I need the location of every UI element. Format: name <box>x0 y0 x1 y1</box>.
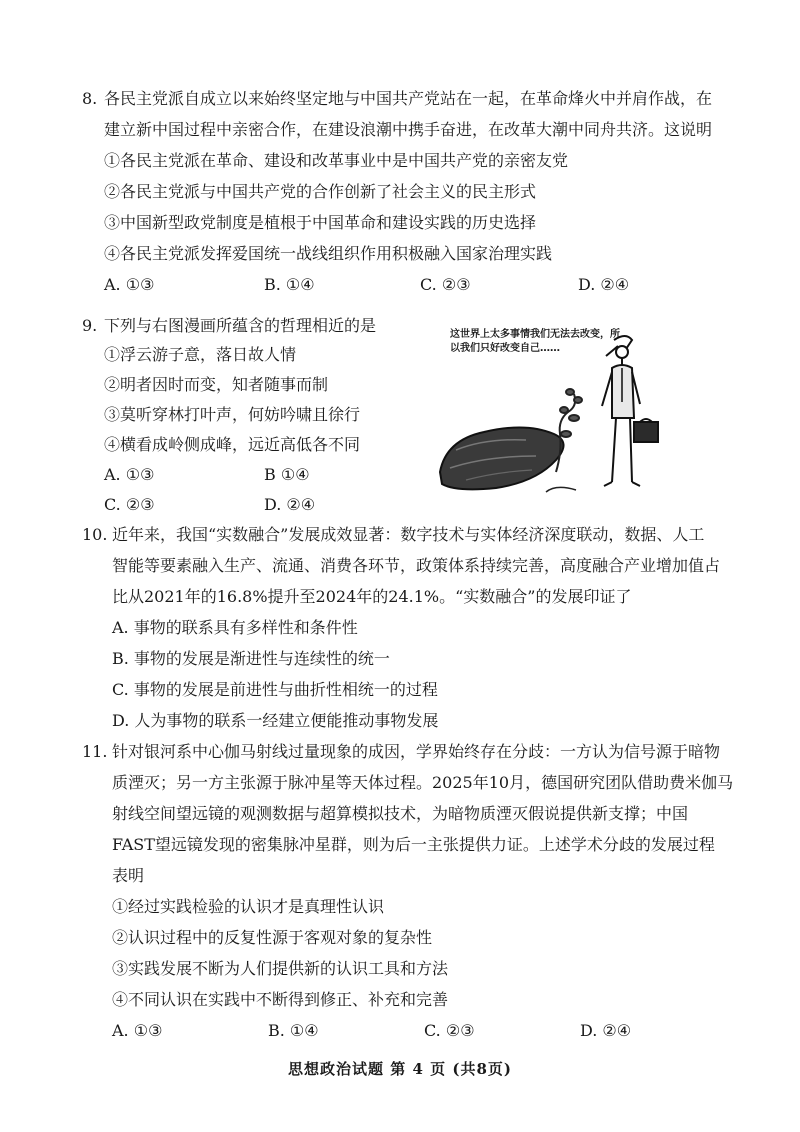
page-footer: 思想政治试题 第 4 页 (共8页) <box>288 1060 512 1078</box>
option-c[interactable]: C. ②③ <box>420 275 471 294</box>
cartoon-drawing <box>436 322 666 498</box>
option-c[interactable]: C. ②③ <box>424 1021 475 1040</box>
cartoon-illustration <box>436 322 666 498</box>
option-d[interactable]: D. ②④ <box>580 1021 632 1040</box>
statement-item: ③中国新型政党制度是植根于中国革命和建设实践的历史选择 <box>104 213 537 232</box>
question-number: 11. <box>82 742 108 761</box>
question-stem: 比从2021年的16.8%提升至2024年的24.1%。“实数融合”的发展印证了 <box>112 587 632 606</box>
question-stem: 建立新中国过程中亲密合作，在建设浪潮中携手奋进，在改革大潮中同舟共济。这说明 <box>104 120 713 139</box>
option-d[interactable]: D. 人为事物的联系一经建立便能推动事物发展 <box>112 711 439 730</box>
option-c[interactable]: C. ②③ <box>104 495 155 514</box>
question-stem: 下列与右图漫画所蕴含的哲理相近的是 <box>104 316 377 335</box>
statement-item: ④不同认识在实践中不断得到修正、补充和完善 <box>112 990 449 1009</box>
option-d[interactable]: D. ②④ <box>264 495 316 514</box>
statement-item: ①经过实践检验的认识才是真理性认识 <box>112 897 385 916</box>
statement-item: ④横看成岭侧成峰，远近高低各不同 <box>104 435 361 454</box>
question-stem: 近年来，我国“实数融合”发展成效显著：数字技术与实体经济深度联动，数据、人工 <box>112 525 705 544</box>
statement-item: ①各民主党派在革命、建设和改革事业中是中国共产党的亲密友党 <box>104 151 569 170</box>
answer-options <box>104 494 315 516</box>
option-a[interactable]: A. ①③ <box>104 275 155 294</box>
question-stem: 射线空间望远镜的观测数据与超算模拟技术，为暗物质湮灭假说提供新支撑；中国 <box>112 804 689 823</box>
statement-item: ④各民主党派发挥爱国统一战线组织作用积极融入国家治理实践 <box>104 244 553 263</box>
option-a[interactable]: A. ①③ <box>104 465 155 484</box>
question-number: 8. <box>82 89 98 108</box>
option-b[interactable]: B. ①④ <box>264 275 315 294</box>
option-d[interactable]: D. ②④ <box>578 275 630 294</box>
question-number: 9. <box>82 316 98 335</box>
question-number: 10. <box>82 525 108 544</box>
option-b[interactable]: B. ①④ <box>268 1021 319 1040</box>
statement-item: ③实践发展不断为人们提供新的认识工具和方法 <box>112 959 449 978</box>
question-stem: FAST望远镜发现的密集脉冲星群，则为后一主张提供力证。上述学术分歧的发展过程 <box>112 835 715 854</box>
option-b[interactable]: B ①④ <box>264 465 310 484</box>
question-stem: 各民主党派自成立以来始终坚定地与中国共产党站在一起，在革命烽火中并肩作战，在 <box>104 89 713 108</box>
question-stem: 智能等要素融入生产、流通、消费各环节，政策体系持续完善，高度融合产业增加值占 <box>112 556 721 575</box>
statement-item: ②认识过程中的反复性源于客观对象的复杂性 <box>112 928 433 947</box>
statement-item: ②各民主党派与中国共产党的合作创新了社会主义的民主形式 <box>104 182 537 201</box>
option-a[interactable]: A. ①③ <box>112 1021 163 1040</box>
question-stem: 质湮灭；另一方主张源于脉冲星等天体过程。2025年10月，德国研究团队借助费米伽马 <box>112 773 734 792</box>
cartoon-caption: 这世界上太多事情我们无法去改变，所 以我们只好改变自己…… <box>450 329 620 354</box>
answer-options <box>112 1020 631 1042</box>
answer-options <box>104 464 310 486</box>
option-a[interactable]: A. 事物的联系具有多样性和条件性 <box>112 618 358 637</box>
question-stem: 表明 <box>112 866 145 885</box>
option-c[interactable]: C. 事物的发展是前进性与曲折性相统一的过程 <box>112 680 438 699</box>
businessman-icon <box>602 336 658 486</box>
rock-icon <box>440 427 564 489</box>
answer-options <box>104 274 629 296</box>
statement-item: ③莫听穿林打叶声，何妨吟啸且徐行 <box>104 405 361 424</box>
statement-item: ②明者因时而变，知者随事而制 <box>104 375 329 394</box>
question-stem: 针对银河系中心伽马射线过量现象的成因，学界始终存在分歧：一方认为信号源于暗物 <box>112 742 721 761</box>
statement-item: ①浮云游子意，落日故人情 <box>104 345 297 364</box>
option-b[interactable]: B. 事物的发展是渐进性与连续性的统一 <box>112 649 390 668</box>
